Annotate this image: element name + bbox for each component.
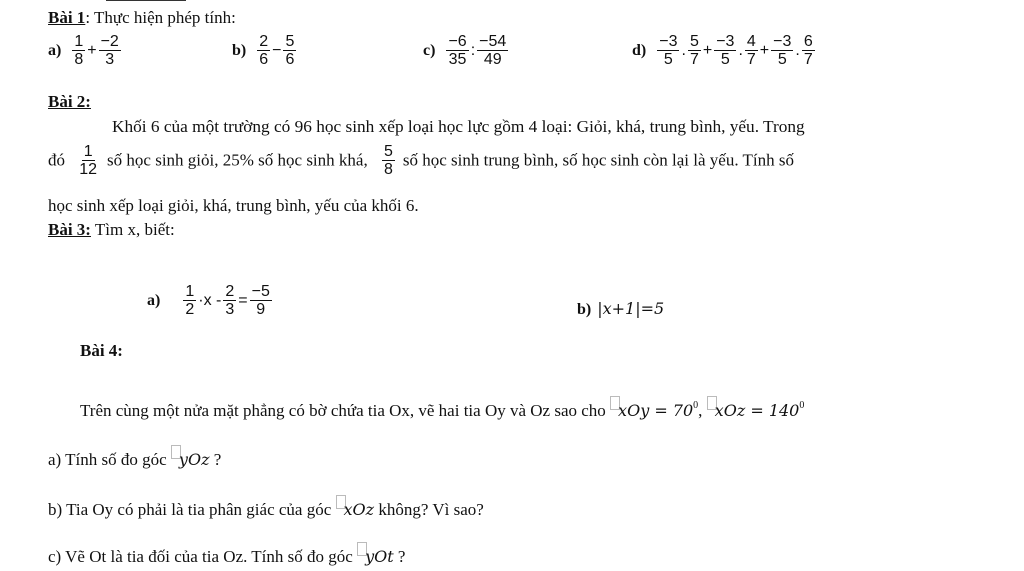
fraction: $\frac{1}{12}$ xyxy=(79,143,98,178)
fraction: $\frac{-3}{5}$ xyxy=(716,33,735,68)
fraction: $\frac{-3}{5}$ xyxy=(773,33,792,68)
fraction: $\frac{-6}{35}$ xyxy=(448,33,467,68)
fraction: $\frac{-54}{49}$ xyxy=(479,33,507,68)
bai4-question-c: c) Vẽ Ot là tia đối của tia Oz. Tính số đo góc yOt ? xyxy=(48,542,405,567)
bai3-expr-b: b) |x+1|=5 xyxy=(577,299,665,319)
bai4-heading: Bài 4: xyxy=(80,341,123,360)
bai1-expr-c: c) $\frac{-6}{35}$ : $\frac{-54}{49}$ xyxy=(423,33,507,68)
fraction: $\frac{1}{2}$ xyxy=(185,283,195,318)
bai1-heading: Bài 1 xyxy=(48,8,86,27)
fraction: $\frac{4}{7}$ xyxy=(746,33,756,68)
bai1-title xyxy=(48,8,236,28)
fraction: $\frac{5}{7}$ xyxy=(689,33,699,68)
bai3-expr-a: a) $\frac{1}{2}$ ·x - $\frac{2}{3}$ = $\frac{-5}{9}$ xyxy=(147,283,270,318)
bai1-expr-a: a) $\frac{1}{8}$ + $\frac{-2}{3}$ xyxy=(48,33,119,68)
fraction: $\frac{5}{8}$ xyxy=(383,143,393,178)
bai1-instruction: : Thực hiện phép tính: xyxy=(85,8,236,27)
bai2-line2: đó $\frac{1}{12}$ số học sinh giỏi, 25% số học sinh khá, $\frac{5}{8}$ số học sinh trung bình, số học sinh còn lại là yếu. Tính số xyxy=(48,143,794,178)
fraction: $\frac{-5}{9}$ xyxy=(251,283,270,318)
fraction: $\frac{2}{6}$ xyxy=(259,33,269,68)
fraction: $\frac{1}{8}$ xyxy=(74,33,84,68)
bai1-expr-b: b) $\frac{2}{6}$ − $\frac{5}{6}$ xyxy=(232,33,295,68)
fraction: $\frac{-2}{3}$ xyxy=(100,33,119,68)
bai4-question-b: b) Tia Oy có phải là tia phân giác của góc xOz không? Vì sao? xyxy=(48,495,484,520)
bai2-line3: học sinh xếp loại giỏi, khá, trung bình, yếu của khối 6. xyxy=(48,196,419,215)
bai4-intro: Trên cùng một nửa mặt phẳng có bờ chứa tia Ox, vẽ hai tia Oy và Oz sao cho xOy = $70^0$, xOz = $140^0$ xyxy=(80,396,804,421)
bai4-question-a: a) Tính số đo góc yOz ? xyxy=(48,445,221,470)
bai1-expr-d: d) $\frac{-3}{5}$ . $\frac{5}{7}$ + $\frac{-3}{5}$ . $\frac{4}{7}$ + $\frac{-3}{5}$ . $\frac{6}{7}$ xyxy=(632,33,813,68)
fraction: $\frac{-3}{5}$ xyxy=(659,33,678,68)
fraction: $\frac{6}{7}$ xyxy=(803,33,813,68)
bai3-title: Bài 3: Tìm x, biết: xyxy=(48,220,175,239)
bai2-heading: Bài 2: xyxy=(48,92,91,111)
top-crop-line xyxy=(106,0,186,1)
fraction: $\frac{2}{3}$ xyxy=(225,283,235,318)
fraction: $\frac{5}{6}$ xyxy=(285,33,295,68)
bai2-line1: Khối 6 của một trường có 96 học sinh xếp loại học lực gồm 4 loại: Giỏi, khá, trung bình, yếu. Trong xyxy=(112,117,805,136)
